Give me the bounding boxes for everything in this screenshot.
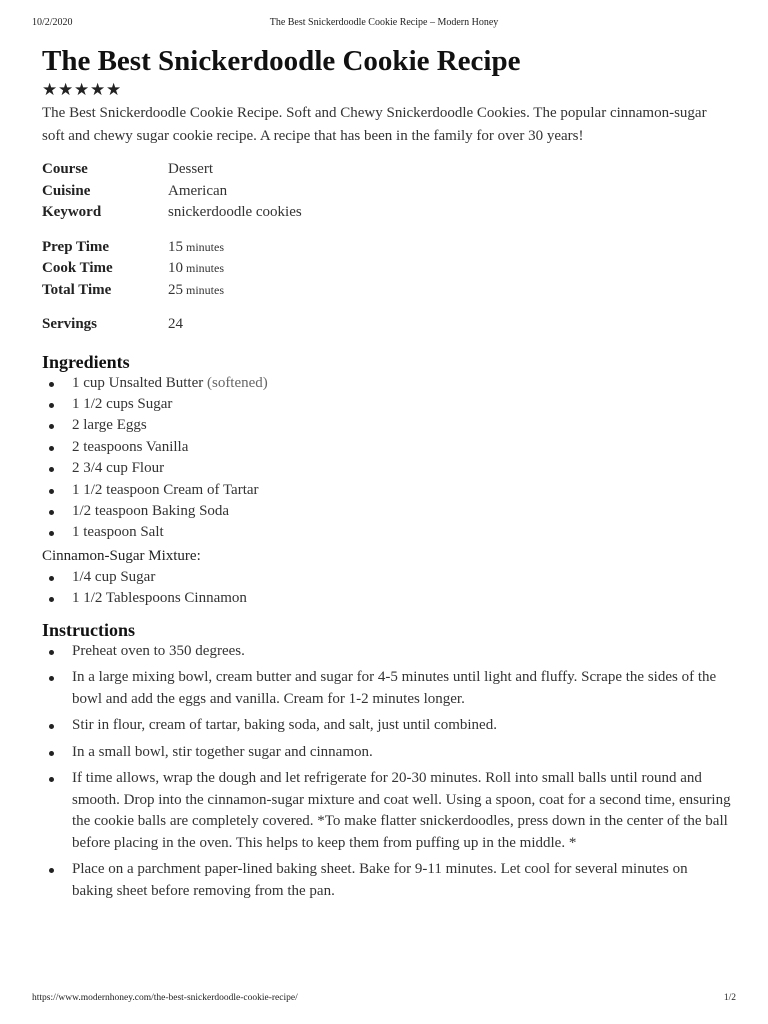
print-date: 10/2/2020: [32, 17, 73, 28]
meta-cuisine: [42, 183, 732, 205]
meta-servings: [42, 316, 732, 338]
meta-unit: minutes: [186, 282, 224, 297]
list-item: [42, 567, 732, 588]
meta-course: [42, 161, 732, 183]
item-text: 2 large Eggs: [72, 417, 147, 434]
item-text: 2 teaspoons Vanilla: [72, 438, 189, 455]
recipe-title: The Best Snickerdoodle Cookie Recipe: [42, 45, 521, 77]
meta-label: Course: [42, 161, 88, 177]
list-item: [42, 394, 732, 415]
item-text: 1 1/2 cups Sugar: [72, 395, 173, 412]
meta-prep-time: [42, 239, 732, 261]
instructions-heading: Instructions: [42, 619, 136, 640]
meta-servings-group: [42, 316, 732, 338]
item-text: 1/4 cup Sugar: [72, 568, 156, 585]
list-item: [42, 522, 732, 543]
list-item: Stir in flour, cream of tartar, baking soda, and salt, just until combined.: [42, 715, 732, 737]
recipe-meta: [42, 161, 732, 338]
meta-value: Dessert: [168, 161, 213, 177]
list-item: [42, 458, 732, 479]
ingredients-heading: Ingredients: [42, 351, 130, 372]
list-item: [42, 501, 732, 522]
item-text: 1 cup Unsalted Butter: [72, 374, 204, 391]
meta-keyword: [42, 204, 732, 226]
meta-value: American: [168, 182, 228, 199]
page-number: 1/2: [723, 993, 736, 1003]
star-icon: ★: [58, 80, 74, 99]
star-icon: ★: [106, 80, 122, 99]
list-item: [42, 415, 732, 436]
instructions-list: [42, 641, 732, 903]
meta-unit: minutes: [186, 239, 224, 254]
list-item: In a small bowl, stir together sugar and cinnamon.: [42, 742, 732, 764]
list-item: In a large mixing bowl, cream butter and sugar for 4-5 minutes until light and fluffy. Scrape the sides of the bowl and add the eggs and vanilla. Cream for 1-2 minutes longer.: [42, 667, 732, 710]
meta-value: 25: [168, 281, 183, 298]
star-icon: ★: [74, 80, 90, 99]
star-icon: ★: [42, 80, 58, 99]
list-item: [42, 480, 732, 501]
print-url: https://www.modernhoney.com/the-best-snickerdoodle-cookie-recipe/: [32, 993, 298, 1003]
meta-classification: [42, 161, 732, 226]
cinnamon-sugar-heading: Cinnamon-Sugar Mixture:: [42, 547, 201, 564]
meta-label: Cook Time: [42, 260, 113, 276]
cinnamon-sugar-list: [42, 567, 732, 610]
meta-value: 15: [168, 238, 183, 255]
print-page-title: The Best Snickerdoodle Cookie Recipe – Modern Honey: [269, 17, 499, 28]
item-text: 1 1/2 Tablespoons Cinnamon: [72, 590, 247, 607]
meta-unit: minutes: [186, 261, 224, 275]
meta-label: Keyword: [42, 204, 102, 220]
ingredients-list: [42, 373, 732, 544]
meta-value: 24: [168, 316, 183, 332]
list-item: If time allows, wrap the dough and let refrigerate for 20-30 minutes. Roll into small balls until round and smooth. Drop into the cinnamon-sugar mixture and coat well. Using a spoon, coat for a second time, ensuring the cookie balls are completely covered. *To make flatter snickerdoodles, press down in the center of the ball before placing in the oven. This helps to keep them from puffing up in the middle. *: [42, 768, 732, 854]
print-footer: [32, 993, 736, 1007]
recipe-summary: The Best Snickerdoodle Cookie Recipe. Soft and Chewy Snickerdoodle Cookies. The popular cinnamon-sugar soft and chewy sugar cookie recipe. A recipe that has been in the family for over 30 years!: [42, 105, 707, 144]
item-text: 1 teaspoon Salt: [72, 524, 164, 541]
item-text: 1/2 teaspoon Baking Soda: [72, 502, 230, 519]
meta-times: [42, 239, 732, 304]
item-note: (softened): [206, 374, 268, 391]
meta-total-time: [42, 282, 732, 304]
meta-label: Cuisine: [42, 182, 91, 199]
list-item: Preheat oven to 350 degrees.: [42, 641, 732, 663]
meta-value: snickerdoodle cookies: [168, 204, 302, 220]
meta-label: Prep Time: [42, 238, 110, 255]
meta-value: 10: [168, 260, 183, 276]
recipe-card: [42, 42, 732, 907]
meta-label: Servings: [42, 316, 98, 332]
star-rating: [42, 82, 732, 102]
list-item: Place on a parchment paper-lined baking sheet. Bake for 9-11 minutes. Let cool for several minutes on baking sheet before removing from the pan.: [42, 859, 732, 902]
item-text: 1 1/2 teaspoon Cream of Tartar: [72, 481, 259, 498]
meta-cook-time: [42, 260, 732, 282]
list-item: [42, 373, 732, 394]
print-header: [32, 17, 736, 31]
list-item: [42, 437, 732, 458]
star-icon: ★: [90, 80, 106, 99]
list-item: [42, 588, 732, 609]
meta-label: Total Time: [42, 281, 112, 298]
item-text: 2 3/4 cup Flour: [72, 460, 165, 477]
